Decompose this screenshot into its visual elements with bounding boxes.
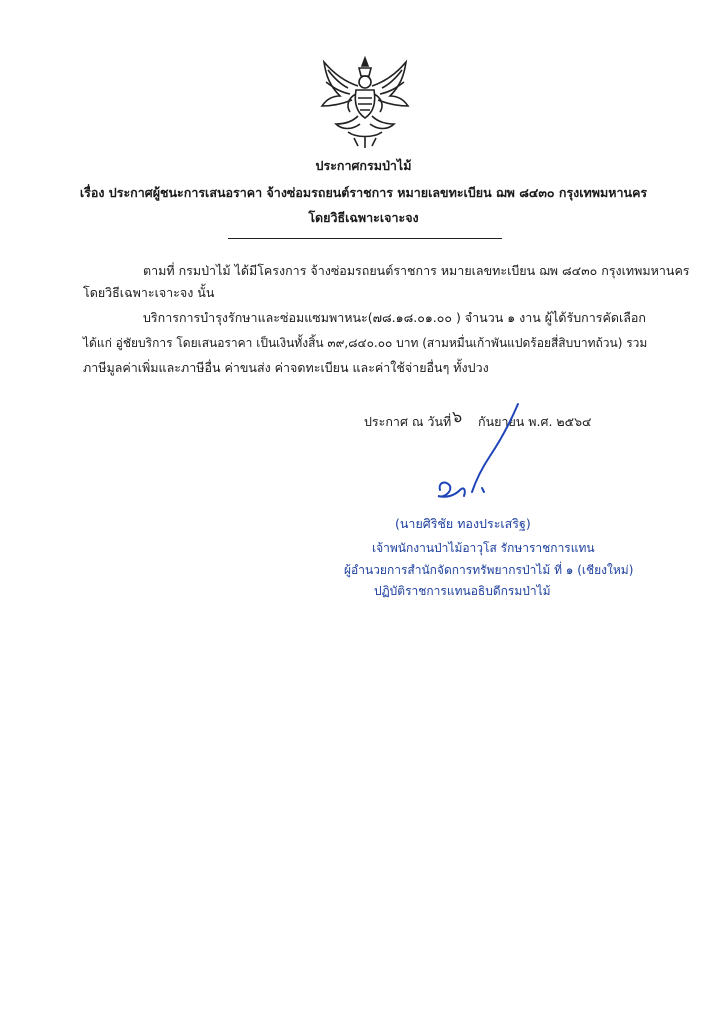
document-title: ประกาศกรมป่าไม้ [315, 158, 412, 173]
announce-month-year: กันยายน พ.ศ. ๒๕๖๔ [478, 414, 592, 429]
body-para2-line3: ภาษีมูลค่าเพิ่มและภาษีอื่น ค่าขนส่ง ค่าจดทะเบียน และค่าใช้จ่ายอื่นๆ ทั้งปวง [83, 360, 489, 375]
garuda-emblem-icon [318, 52, 412, 152]
body-para1-line2: โดยวิธีเฉพาะเจาะจง นั้น [83, 285, 215, 300]
subject-line: เรื่อง ประกาศผู้ชนะการเสนอราคา จ้างซ่อมรถยนต์ราชการ หมายเลขทะเบียน ฌพ ๘๔๓๐ กรุงเทพมหานคร [79, 185, 648, 200]
announce-prefix: ประกาศ ณ วันที่ [364, 414, 452, 429]
signatory-line1: เจ้าพนักงานป่าไม้อาวุโส รักษาราชการแทน [372, 541, 595, 555]
body-para2-line1: บริการการบำรุงรักษาและซ่อมแซมพาหนะ(๗๘.๑๘.๐๑.๐๐ ) จำนวน ๑ งาน ผู้ได้รับการคัดเลือก [143, 310, 646, 325]
signatory-name: (นายศิริชัย ทองประเสริฐ) [395, 516, 531, 531]
title-divider [228, 238, 502, 239]
announce-day: ๖ [452, 407, 463, 426]
body-para2-line2: ได้แก่ อู่ชัยบริการ โดยเสนอราคา เป็นเงินทั้งสิ้น ๓๙,๘๔๐.๐๐ บาท (สามหมื่นเก้าพันแปดร้อยสี่สิบบาทถ้วน) รวม [83, 336, 648, 350]
body-para1-line1: ตามที่ กรมป่าไม้ ได้มีโครงการ จ้างซ่อมรถยนต์ราชการ หมายเลขทะเบียน ฌพ ๘๔๓๐ กรุงเทพมหานคร [143, 263, 690, 278]
handwritten-signature [416, 400, 526, 510]
signatory-line3: ปฏิบัติราชการแทนอธิบดีกรมป่าไม้ [374, 584, 551, 598]
signatory-line2: ผู้อำนวยการสำนักจัดการทรัพยากรป่าไม้ ที่ ๑ (เชียงใหม่) [344, 563, 634, 577]
method-line: โดยวิธีเฉพาะเจาะจง [308, 210, 419, 225]
